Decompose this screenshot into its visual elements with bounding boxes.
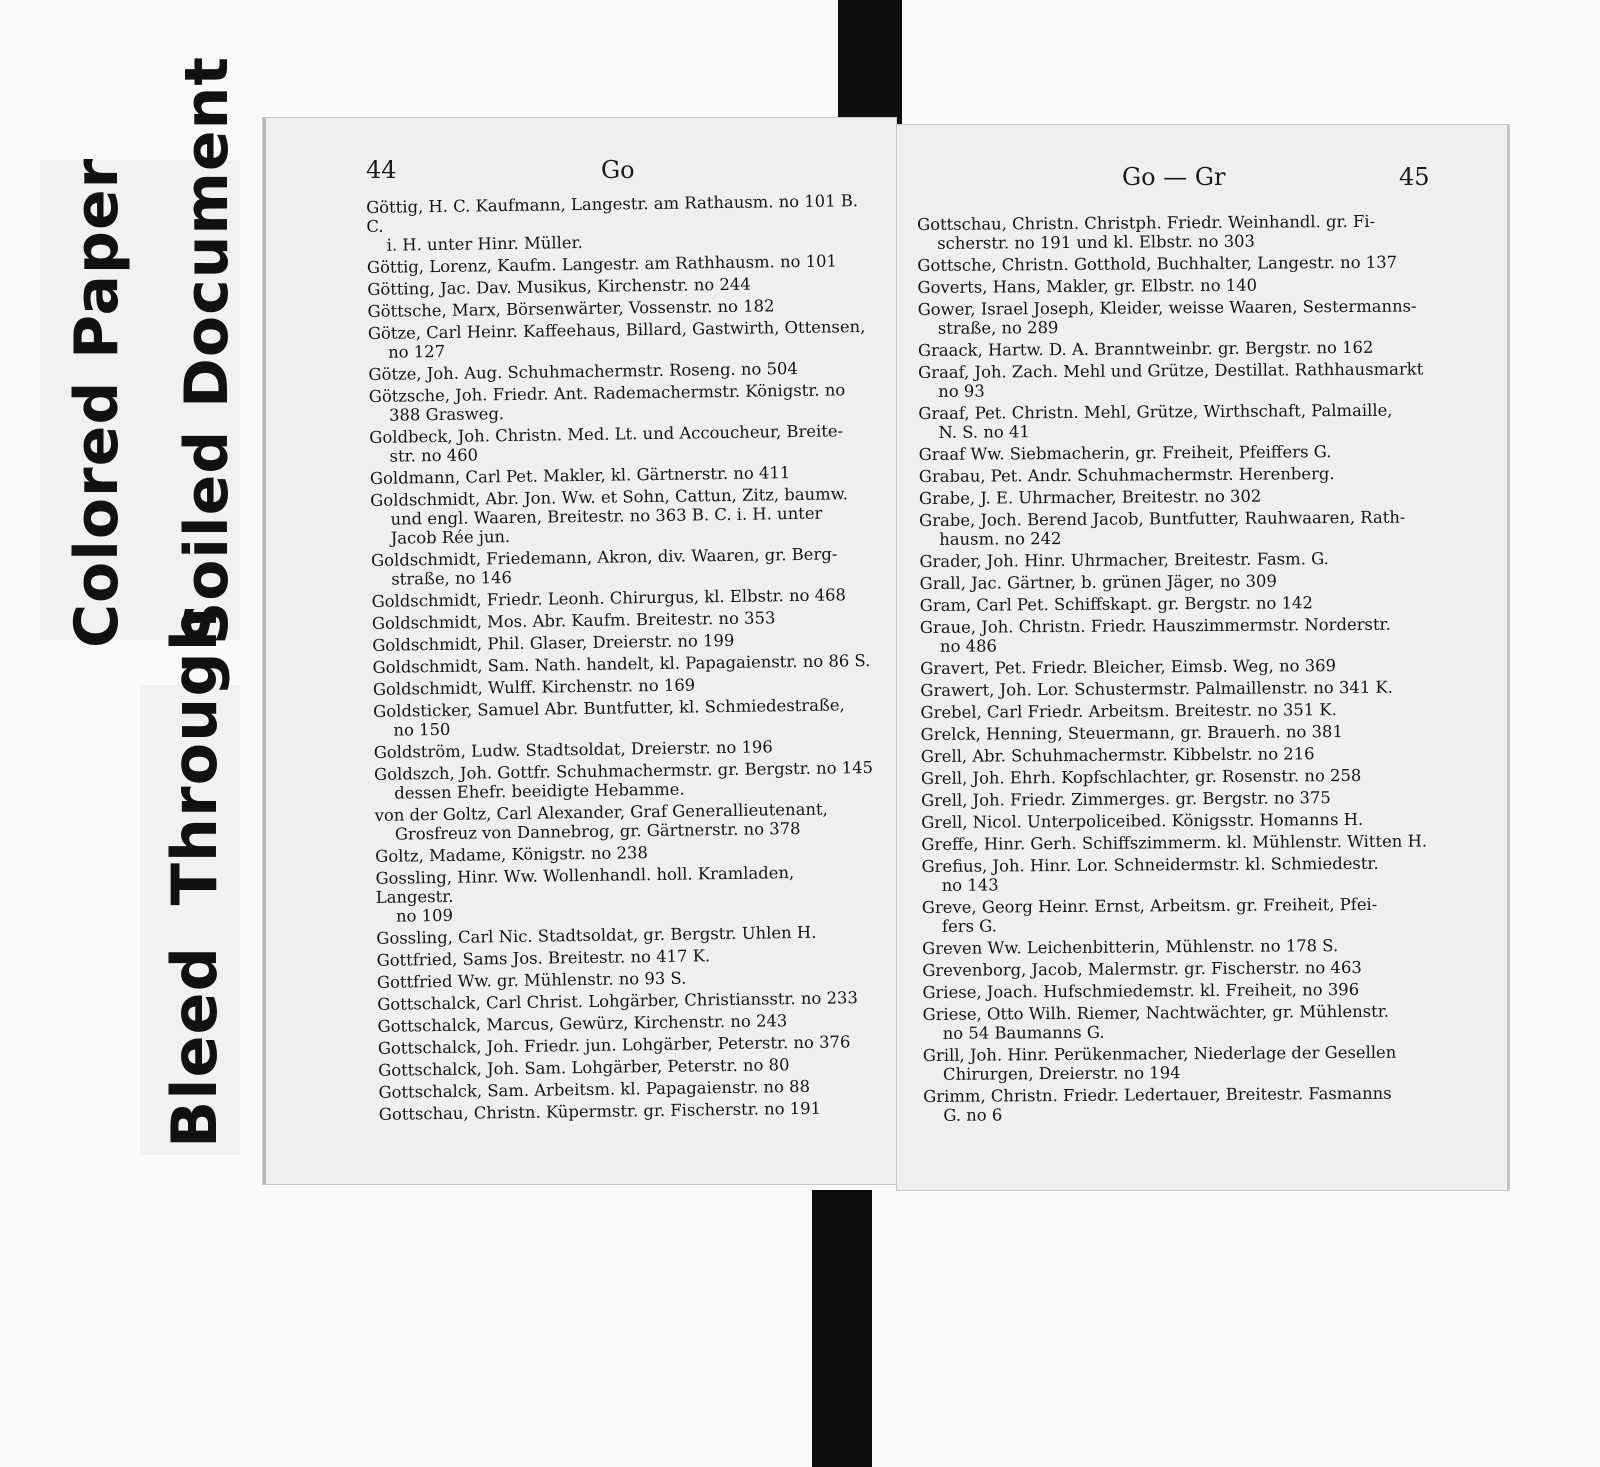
entry-line: Gottfried Ww. gr. Mühlenstr. no 93 S. [376,968,687,992]
entry-line: Graaf, Pet. Christn. Mehl, Grütze, Wirthschaft, Palmaille, [918,400,1393,423]
entry-line: Griese, Otto Wilh. Riemer, Nachtwächter, gr. Mühlenstr. [922,1001,1390,1024]
entry-line: Graack, Hartw. D. A. Branntweinbr. gr. Bergstr. no 162 [917,337,1374,360]
entry-line: Gottschalck, Marcus, Gewürz, Kirchenstr. no 243 [377,1011,788,1036]
entry-continuation: straße, no 146 [391,568,513,589]
directory-entry [918,296,1488,338]
directory-entry [921,721,1491,744]
entry-line: Graaf, Joh. Zach. Mehl und Grütze, Destillat. Rathhausmarkt [918,359,1424,382]
directory-entry [920,614,1490,656]
directory-entry [918,400,1488,442]
entry-continuation: Jacob Rée jun. [390,527,511,548]
entry-line: Gossling, Hinr. Ww. Wollenhandl. holl. Kramladen, Langestr. [375,863,795,907]
entry-line: Gower, Israel Joseph, Kleider, weisse Waaren, Sestermanns- [917,296,1417,319]
entry-line: Grawert, Joh. Lor. Schustermstr. Palmaillenstr. no 341 K. [920,677,1393,700]
entry-line: Griese, Joach. Hufschmiedemstr. kl. Freiheit, no 396 [922,979,1360,1002]
entry-line: Grebel, Carl Friedr. Arbeitsm. Breitestr. no 351 K. [920,700,1337,722]
directory-entry [373,695,873,740]
directory-entry [371,544,871,589]
directory-entry [366,191,867,255]
directory-entry [919,463,1489,486]
entry-line: Göttsche, Marx, Börsenwärter, Vossenstr. no 182 [367,296,775,321]
entry-line: Goldschmidt, Sam. Nath. handelt, kl. Papagaienstr. no 86 S. [372,651,871,677]
entry-line: Goverts, Hans, Makler, gr. Elbstr. no 140 [917,275,1258,297]
entry-continuation: Grosfreuz von Dannebrog, gr. Gärtnerstr. no 378 [394,818,801,844]
entry-line: Goldström, Ludw. Stadtsoldat, Dreierstr. no 196 [373,737,773,762]
entry-line: Gottschalck, Sam. Arbeitsm. kl. Papagaienstr. no 88 [378,1076,811,1102]
entry-line: Goltz, Madame, Königstr. no 238 [375,843,648,866]
entry-line: Goldschmidt, Mos. Abr. Kaufm. Breitestr. no 353 [371,608,776,633]
entry-continuation: no 109 [395,905,454,926]
directory-entry [923,1042,1493,1084]
directory-entry [919,441,1489,464]
entry-line: Graue, Joh. Christn. Friedr. Hauszimmermstr. Norderstr. [919,614,1391,637]
entry-continuation: Chirurgen, Dreierstr. no 194 [942,1063,1181,1084]
entry-continuation: no 54 Baumanns G. [942,1022,1105,1043]
directory-entry [917,211,1487,253]
entry-line: Gottfried, Sams Jos. Breitestr. no 417 K. [376,946,711,970]
entry-line: Graaf Ww. Siebmacherin, gr. Freiheit, Pfeiffers G. [918,442,1332,464]
entry-continuation: str. no 460 [389,445,479,466]
entry-continuation: 388 Grasweg. [388,404,505,425]
directory-entry [921,787,1491,810]
label-colored-paper: Colored Paper [62,157,132,648]
entry-continuation: straße, no 289 [937,318,1059,338]
entry-line: Gottschalck, Joh. Sam. Lohgärber, Peterstr. no 80 [378,1055,790,1080]
entry-continuation: no 127 [388,341,446,362]
directory-entry [919,507,1489,549]
entry-line: Gottsche, Christn. Gotthold, Buchhalter, Langestr. no 137 [917,252,1398,275]
directory-entry [922,935,1492,958]
entry-line: Götzsche, Joh. Friedr. Ant. Rademachermstr. Königstr. no [368,380,846,406]
directory-entry [374,799,874,844]
directory-entry [920,570,1490,593]
entry-line: Gravert, Pet. Friedr. Bleicher, Eimsb. Weg, no 369 [920,656,1337,678]
running-head: Go [601,156,635,184]
right-page [897,125,1509,1190]
entry-line: Grell, Abr. Schuhmachermstr. Kibbelstr. no 216 [920,744,1315,766]
directory-entry [921,809,1491,832]
entry-line: Grell, Joh. Friedr. Zimmerges. gr. Bergstr. no 375 [921,788,1331,810]
entry-line: Goldbeck, Joh. Christn. Med. Lt. und Accoucheur, Breite- [369,421,844,447]
label-bleed-through: Bleed Through [158,606,231,1148]
entry-line: Götze, Joh. Aug. Schuhmachermstr. Roseng. no 504 [368,358,798,384]
entry-line: Gottschau, Christn. Christph. Friedr. Weinhandl. gr. Fi- [917,211,1376,234]
entry-line: Goldschmidt, Friedemann, Akron, div. Waaren, gr. Berg- [370,544,838,570]
directory-entry [369,421,869,466]
gutter-clip-top [838,0,902,135]
left-page [263,118,896,1184]
directory-entry [375,862,876,926]
directory-entry [920,655,1490,678]
gutter-clip-bottom [812,1190,872,1467]
entry-continuation: und engl. Waaren, Breitestr. no 363 B. C. i. H. unter [390,503,823,529]
label-soiled-document: Soiled Document [172,55,242,645]
directory-entry [917,252,1487,275]
entry-line: Grell, Joh. Ehrh. Kopfschlachter, gr. Rosenstr. no 258 [920,765,1362,788]
entry-line: Göttig, Lorenz, Kaufm. Langestr. am Rathhausm. no 101 [366,251,838,277]
page-number: 45 [1399,163,1430,191]
entry-line: Grell, Nicol. Unterpoliceibed. Königsstr. Homanns H. [921,809,1364,832]
entry-continuation: fers G. [941,916,997,936]
entry-line: Grabau, Pet. Andr. Schuhmachermstr. Herenberg. [918,464,1335,486]
entry-continuation: hausm. no 242 [939,528,1062,549]
directory-entry [918,337,1488,360]
directory-entry [920,677,1490,700]
entry-list [366,191,879,1127]
entry-line: Grall, Jac. Gärtner, b. grünen Jäger, no 309 [919,571,1277,593]
directory-entry [923,1001,1493,1043]
entry-line: Goldschmidt, Friedr. Leonh. Chirurgus, kl. Elbstr. no 468 [371,585,847,611]
entry-line: Gottschalck, Joh. Friedr. jun. Lohgärber, Peterstr. no 376 [377,1032,851,1058]
directory-entry [921,853,1491,895]
directory-entry [922,957,1492,980]
entry-line: Greven Ww. Leichenbitterin, Mühlenstr. no 178 S. [922,936,1339,958]
entry-line: Goldszch, Joh. Gottfr. Schuhmachermstr. gr. Bergstr. no 145 [373,757,874,784]
directory-entry [374,758,874,803]
entry-continuation: i. H. unter Hinr. Müller. [386,232,583,255]
entry-line: von der Goltz, Carl Alexander, Graf Generallieutenant, [374,799,828,825]
directory-entry [370,484,871,548]
entry-line: Göttig, H. C. Kaufmann, Langestr. am Rathausm. no 101 B. C. [366,191,859,236]
entry-line: Goldschmidt, Wulff. Kirchenstr. no 169 [372,675,696,699]
entry-line: Gossling, Carl Nic. Stadtsoldat, gr. Bergstr. Uhlen H. [376,922,817,948]
entry-line: Grefius, Joh. Hinr. Lor. Schneidermstr. kl. Schmiedestr. [921,853,1379,876]
directory-entry [923,1083,1493,1125]
entry-continuation: dessen Ehefr. beeidigte Hebamme. [394,779,685,803]
page-number: 44 [366,156,397,184]
directory-entry [921,743,1491,766]
entry-continuation: no 93 [938,381,985,401]
entry-line: Gram, Carl Pet. Schiffskapt. gr. Bergstr. no 142 [919,593,1313,615]
entry-line: Gottschau, Christn. Küpermstr. gr. Fischerstr. no 191 [378,1098,822,1124]
directory-entry [921,831,1491,854]
entry-line: Goldschmidt, Abr. Jon. Ww. et Sohn, Cattun, Zitz, baumw. [370,484,849,510]
entry-list [917,211,1493,1128]
entry-line: Greve, Georg Heinr. Ernst, Arbeitsm. gr. Freiheit, Pfei- [921,894,1378,917]
entry-continuation: scherstr. no 191 und kl. Elbstr. no 303 [937,231,1256,253]
running-head: Go — Gr [1122,163,1226,191]
directory-entry [918,359,1488,401]
entry-line: Greffe, Hinr. Gerh. Schiffszimmerm. kl. Mühlenstr. Witten H. [921,831,1428,854]
entry-line: Grader, Joh. Hinr. Uhrmacher, Breitestr. Fasm. G. [919,549,1329,571]
entry-line: Götze, Carl Heinr. Kaffeehaus, Billard, Gastwirth, Ottensen, [367,317,866,343]
directory-entry [922,979,1492,1002]
entry-line: Goldsticker, Samuel Abr. Buntfutter, kl. Schmiedestraße, [373,695,845,721]
entry-continuation: no 150 [393,719,451,740]
entry-line: Grill, Joh. Hinr. Perükenmacher, Niederlage der Gesellen [922,1042,1397,1065]
directory-entry [368,317,868,362]
entry-continuation: no 143 [941,875,999,895]
directory-entry [369,380,869,425]
directory-entry [919,485,1489,508]
entry-line: Götting, Jac. Dav. Musikus, Kirchenstr. no 244 [367,274,751,299]
entry-continuation: G. no 6 [943,1105,1003,1125]
entry-line: Grelck, Henning, Steuermann, gr. Brauerh. no 381 [920,722,1343,744]
entry-line: Grevenborg, Jacob, Malermstr. gr. Fischerstr. no 463 [922,957,1362,980]
directory-entry [922,894,1492,936]
directory-entry [920,699,1490,722]
entry-line: Goldschmidt, Phil. Glaser, Dreierstr. no 199 [372,630,735,655]
entry-continuation: no 486 [939,636,997,656]
entry-line: Grimm, Christn. Friedr. Ledertauer, Breitestr. Fasmanns [923,1083,1392,1106]
entry-line: Grabe, Joch. Berend Jacob, Buntfutter, Rauhwaaren, Rath- [919,507,1406,530]
directory-entry [917,274,1487,297]
entry-line: Gottschalck, Carl Christ. Lohgärber, Christiansstr. no 233 [377,988,858,1014]
directory-entry [919,548,1489,571]
entry-line: Goldmann, Carl Pet. Makler, kl. Gärtnerstr. no 411 [369,463,791,488]
entry-continuation: N. S. no 41 [938,422,1030,442]
directory-entry [379,1098,879,1124]
directory-entry [920,592,1490,615]
directory-entry [921,765,1491,788]
entry-line: Grabe, J. E. Uhrmacher, Breitestr. no 302 [918,486,1262,508]
